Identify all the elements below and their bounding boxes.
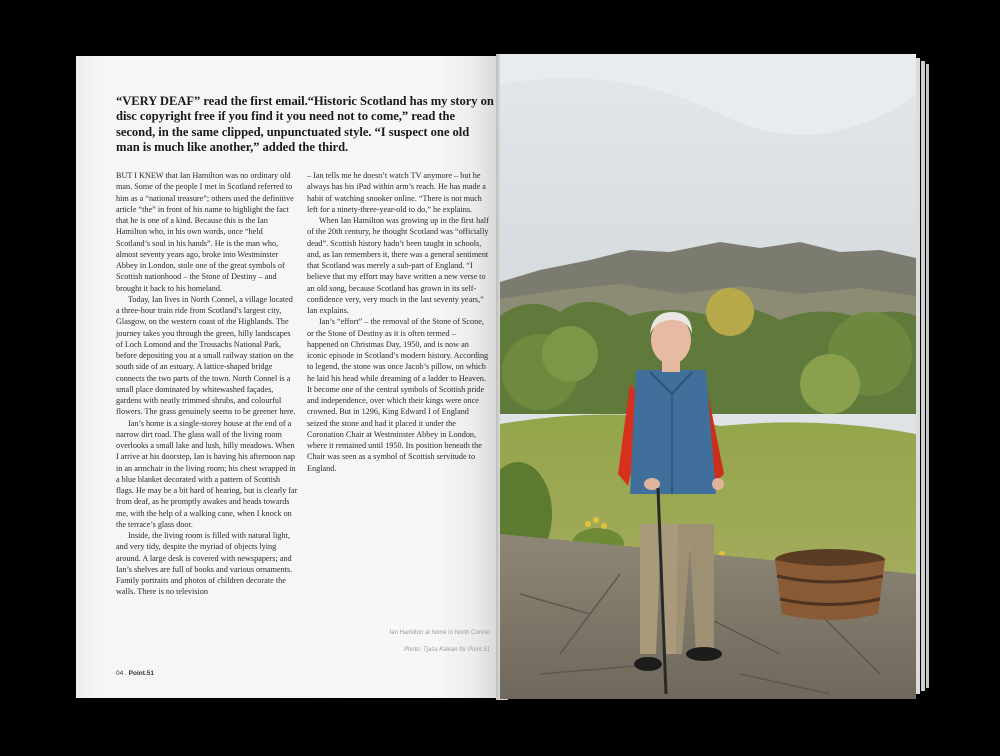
photo-credit: Photo: Tjaša Kalkan for Point.51: [403, 647, 490, 653]
tree: [706, 288, 754, 336]
folio-title: Point.51: [128, 670, 154, 677]
page-stack-edge: [926, 64, 929, 688]
paragraph: Ian’s “effort” – the removal of the Stone of Scone, or the Stone of Destiny as it is often termed – happened on Christmas Day, 1950, and is now an iconic episode in Scotland’s modern history. According to legend, the stone was once Jacob’s pillow, on which he laid his head while dreaming of a ladder to Heaven. It become one of the central symbols of Scottish pride and independence, over which their kings were once crowned. But in 1296, King Edward I of England seized the stone and had it placed it under the Coronation Chair at Westminster Abbey in London, where it remained until 1950. Its position beneath the Chair was seen as a symbol of Scottish servitude to England.: [307, 317, 489, 473]
shoe: [634, 657, 662, 671]
hand: [712, 478, 724, 490]
folio-number: 04 .: [116, 670, 127, 677]
trousers: [676, 524, 714, 654]
paragraph: When Ian Hamilton was growing up in the first half of the 20th century, he thought Scotland was “officially dead”. Scottish history hadn’t been taught in schools, and, as Ian remembers it, there was a general sentiment that Scotland was merely a sub-part of England. “I believe that my effort may have written a new verse to an old song, because Scotland has grown in its self-confidence very, very much in the last seventy years,” Ian explains.: [307, 216, 489, 315]
pull-quote: “VERY DEAF” read the first email.“Historic Scotland has my story on disc copyright free if you find it you need not to come,” read the second, in the same clipped, unpunctuated style. “I suspect one old man is much like another,” added the third.: [116, 94, 494, 154]
flower: [585, 521, 591, 527]
portrait-photo: [500, 54, 916, 699]
paragraph: – Ian tells me he doesn’t watch TV anymore – but he always has his iPad within arm’s reach. He has made a habit of watching snooker online. “There is not much left for a ninety-three-year-old to do,” he explains.: [307, 171, 486, 214]
shoe: [686, 647, 722, 661]
tree: [800, 354, 860, 414]
body-column-left: [116, 170, 298, 598]
paragraph: Ian’s home is a single-storey house at the end of a narrow dirt road. The glass wall of the living room overlooks a small lake and lush, hilly meadows. When I arrive at his doorstep, Ian is having his afternoon nap in an armchair in the living room; his chest wrapped in a blue blanket decorated with a pattern of Scottish flags. He may be a bit hard of hearing, but is clearly far from deaf, as he promptly awakes and heads towards me, with the help of a walking cane, when I knock on the terrace’s glass door.: [116, 418, 298, 529]
paragraph: Today, Ian lives in North Connel, a village located a three-hour train ride from Scotland’s largest city, Glasgow, on the western coast of the Highlands. The journey takes you through the green, hilly landscapes of Loch Lomond and the Trossachs National Park, before depositing you at a small railway station on the south side of an estuary. A lattice-shaped bridge connects the two parts of the town. North Connel is a small place dominated by whitewashed façades, gardens with neatly trimmed shrubs, and colourful flowers. The grass genuinely seems to be greener here.: [116, 294, 296, 417]
photo-page: [500, 54, 916, 699]
page-stack-edge: [921, 61, 925, 691]
left-page: [76, 56, 500, 698]
flower: [593, 517, 599, 523]
page-stack-edge: [916, 58, 920, 694]
body-column-right: [307, 170, 489, 474]
paragraph: Inside, the living room is filled with natural light, and very tidy, despite the myriad of objects lying around. A large desk is covered with newspapers; and Ian’s shelves are full of books and various ornaments. Family portraits and photos of children decorate the walls. There is no television: [116, 531, 293, 597]
photo-caption: Ian Hamilton at home in North Connel: [389, 630, 490, 636]
paragraph: BUT I KNEW that Ian Hamilton was no ordinary old man. Some of the people I met in Scotland referred to him as a “national treasure”; others used the definitive article “the” in front of his name to highlight the fact that he is one of a kind. Because this is the Ian Hamilton who, in his own words, once “held Scotland’s soul in his hands”. He is the man who, almost seventy years ago, broke into Westminster Abbey in London, stole one of the great symbols of Scottish nationhood – the Stone of Destiny – and brought it back to his homeland.: [116, 171, 294, 293]
flower: [601, 523, 607, 529]
page-folio: [116, 670, 154, 677]
barrel-planter: [775, 560, 885, 620]
tree: [542, 326, 598, 382]
blue-gilet: [630, 370, 716, 494]
